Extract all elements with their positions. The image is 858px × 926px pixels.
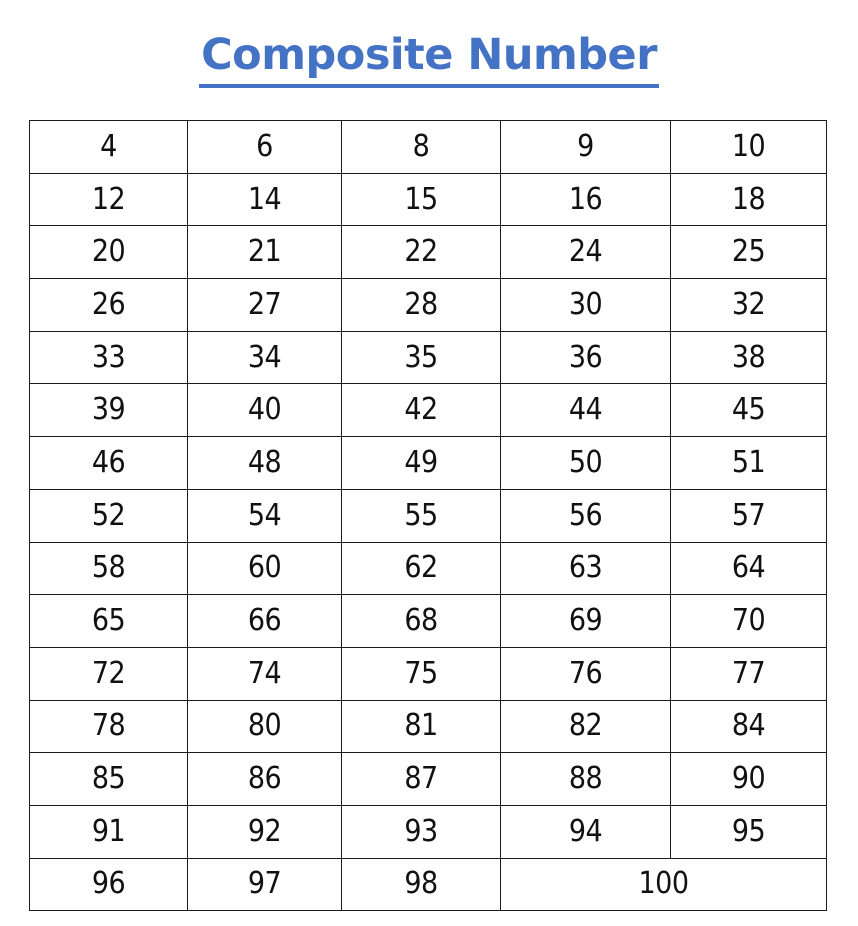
table-cell: 6 (188, 121, 342, 174)
table-cell: 16 (501, 173, 671, 226)
table-cell: 45 (671, 384, 827, 437)
table-cell: 36 (501, 331, 671, 384)
table-cell: 65 (30, 595, 188, 648)
table-cell: 95 (671, 805, 827, 858)
table-cell: 39 (30, 384, 188, 437)
table-cell: 87 (342, 753, 501, 806)
table-cell: 92 (188, 805, 342, 858)
table-cell: 77 (671, 647, 827, 700)
table-cell: 20 (30, 226, 188, 279)
table-cell: 38 (671, 331, 827, 384)
table-cell: 54 (188, 489, 342, 542)
table-cell: 64 (671, 542, 827, 595)
table-cell: 8 (342, 121, 501, 174)
table-cell: 51 (671, 437, 827, 490)
table-row (30, 384, 827, 437)
table-cell: 24 (501, 226, 671, 279)
page-title: Composite Number (199, 32, 659, 88)
table-cell: 50 (501, 437, 671, 490)
table-cell: 34 (188, 331, 342, 384)
table-cell: 28 (342, 279, 501, 332)
table-cell: 10 (671, 121, 827, 174)
table-cell: 40 (188, 384, 342, 437)
table-row (30, 647, 827, 700)
table-cell: 80 (188, 700, 342, 753)
table-cell: 82 (501, 700, 671, 753)
table-cell: 66 (188, 595, 342, 648)
table-cell: 18 (671, 173, 827, 226)
table-cell: 9 (501, 121, 671, 174)
composite-numbers-table (29, 120, 827, 911)
table-row (30, 279, 827, 332)
table-row (30, 331, 827, 384)
table-cell: 42 (342, 384, 501, 437)
table-cell: 48 (188, 437, 342, 490)
table-row (30, 542, 827, 595)
table-row (30, 753, 827, 806)
table-row (30, 805, 827, 858)
table-cell: 12 (30, 173, 188, 226)
table-row (30, 595, 827, 648)
table-cell: 4 (30, 121, 188, 174)
table-cell: 58 (30, 542, 188, 595)
table-cell: 25 (671, 226, 827, 279)
table-row (30, 700, 827, 753)
table-cell: 93 (342, 805, 501, 858)
table-cell: 98 (342, 858, 501, 911)
table-row (30, 173, 827, 226)
table-cell: 85 (30, 753, 188, 806)
table-cell: 27 (188, 279, 342, 332)
table-cell: 35 (342, 331, 501, 384)
table-cell: 62 (342, 542, 501, 595)
table-cell: 69 (501, 595, 671, 648)
table-row (30, 437, 827, 490)
table-cell: 76 (501, 647, 671, 700)
table-cell: 90 (671, 753, 827, 806)
table-cell: 46 (30, 437, 188, 490)
table-cell: 84 (671, 700, 827, 753)
table-cell: 86 (188, 753, 342, 806)
table-body (30, 121, 827, 911)
table-row (30, 858, 827, 911)
table-cell: 26 (30, 279, 188, 332)
table-cell: 33 (30, 331, 188, 384)
table-cell: 75 (342, 647, 501, 700)
table-row (30, 226, 827, 279)
table-cell: 56 (501, 489, 671, 542)
table-cell: 63 (501, 542, 671, 595)
table-cell: 68 (342, 595, 501, 648)
table-cell: 94 (501, 805, 671, 858)
table-cell: 32 (671, 279, 827, 332)
table-cell: 57 (671, 489, 827, 542)
page-title-container (0, 32, 858, 88)
table-cell: 60 (188, 542, 342, 595)
table-cell: 97 (188, 858, 342, 911)
table-cell: 72 (30, 647, 188, 700)
table-row (30, 489, 827, 542)
table-cell: 100 (501, 858, 827, 911)
table-cell: 96 (30, 858, 188, 911)
table-cell: 88 (501, 753, 671, 806)
table-cell: 44 (501, 384, 671, 437)
table-row (30, 121, 827, 174)
table-cell: 74 (188, 647, 342, 700)
table-cell: 52 (30, 489, 188, 542)
table-cell: 15 (342, 173, 501, 226)
table-cell: 14 (188, 173, 342, 226)
table-cell: 78 (30, 700, 188, 753)
table-cell: 70 (671, 595, 827, 648)
table-cell: 21 (188, 226, 342, 279)
table-cell: 81 (342, 700, 501, 753)
table-cell: 49 (342, 437, 501, 490)
table-cell: 55 (342, 489, 501, 542)
table-cell: 30 (501, 279, 671, 332)
table-cell: 91 (30, 805, 188, 858)
table-cell: 22 (342, 226, 501, 279)
